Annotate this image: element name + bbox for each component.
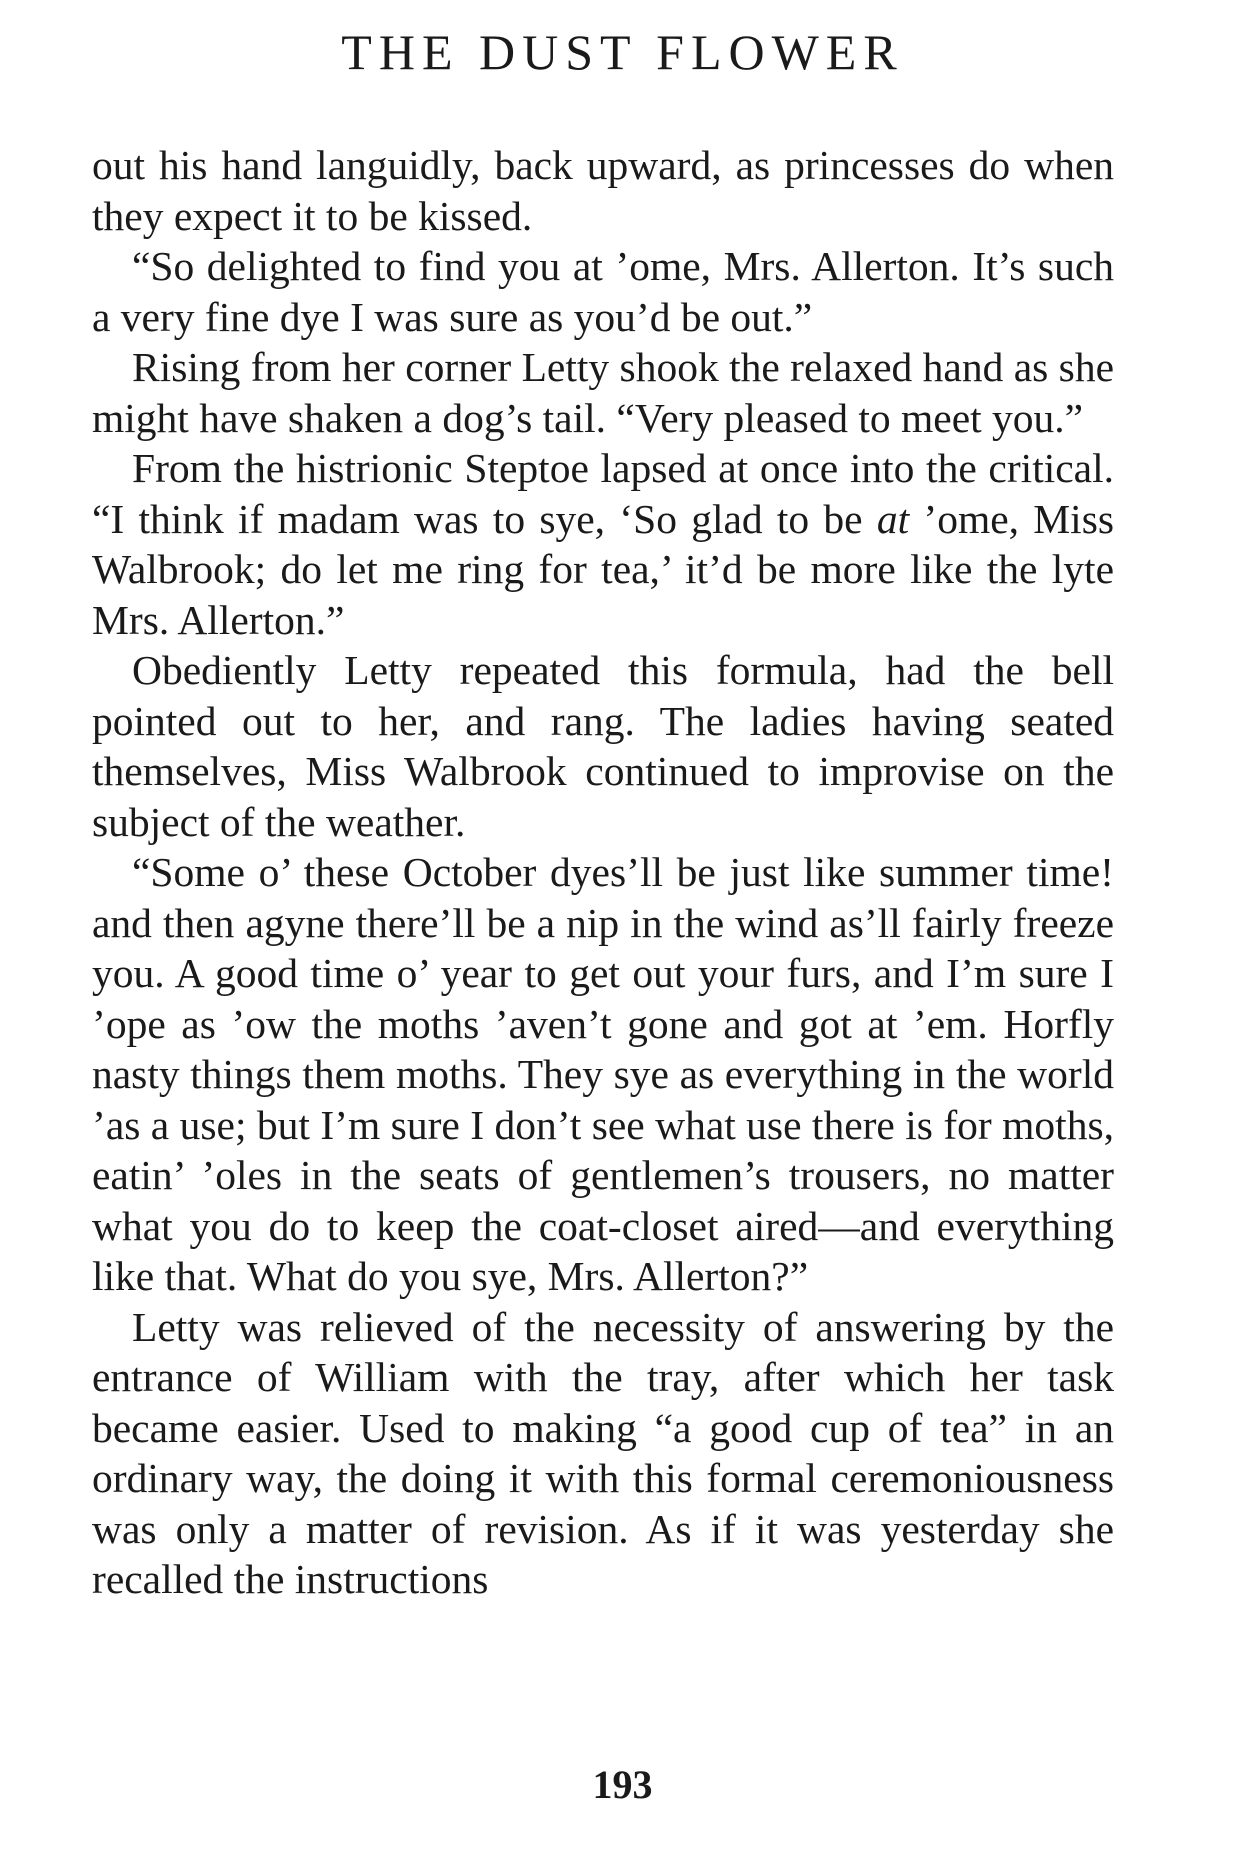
body-text [92, 140, 1114, 1605]
paragraph-1: out his hand languidly, back upward, as princesses do when they expect it to be kissed. [92, 142, 1114, 239]
paragraph-3: Rising from her corner Letty shook the relaxed hand as she might have shaken a dog’s tail. “Very pleased to meet you.” [92, 344, 1114, 441]
paragraph-4-part-2: ’ome, Miss Walbrook; do let me ring for tea,’ it’d be more like the lyte Mrs. Allerton.” [92, 495, 1114, 643]
paragraph-4 [92, 443, 1114, 645]
page-number: 193 [592, 1762, 653, 1807]
emphasized-word: at [876, 495, 910, 542]
running-title: THE DUST FLOWER [341, 24, 904, 80]
paragraph-4-part-1: From the histrionic Steptoe lapsed at once into the critical. “I think if madam was to sye, ‘So glad to be [92, 445, 1114, 542]
paragraph-7: Letty was relieved of the necessity of answering by the entrance of William with the tray, after which her task became easier. Used to making “a good cup of tea” in an ordinary way, the doing it with this formal ceremoniousness was only a matter of revision. As if it was yesterday she recalled the instructions [92, 1303, 1114, 1602]
paragraph-2: “So delighted to find you at ’ome, Mrs. Allerton. It’s such a very fine dye I was sure as you’d be out.” [92, 243, 1114, 340]
paragraph-6: “Some o’ these October dyes’ll be just like summer time! and then agyne there’ll be a nip in the wind as’ll fairly freeze you. A good time o’ year to get out your furs, and I’m sure I ’ope as ’ow the moths ’aven’t gone and got at ’em. Horfly nasty things them moths. They sye as everything in the world ’as a use; but I’m sure I don’t see what use there is for moths, eatin’ ’oles in the seats of gentlemen’s trousers, no matter what you do to keep the coat-closet aired—and everything like that. What do you sye, Mrs. Allerton?” [92, 849, 1114, 1299]
paragraph-5: Obediently Letty repeated this formula, had the bell pointed out to her, and rang. The ladies having seated themselves, Miss Walbrook continued to improvise on the subject of the weather. [92, 647, 1114, 845]
